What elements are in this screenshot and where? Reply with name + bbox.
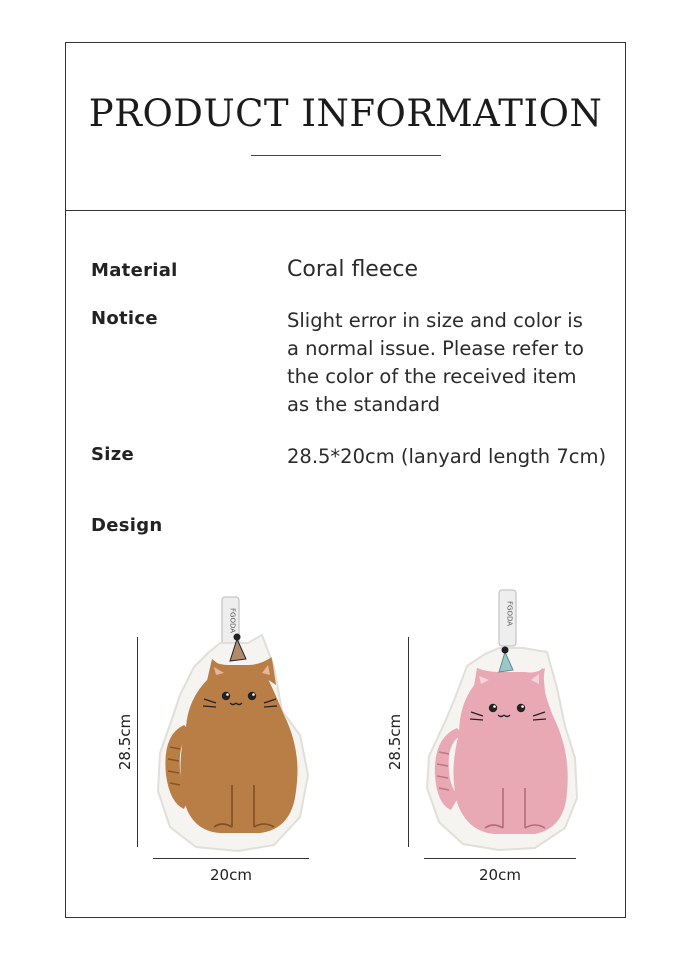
cat-eye-left (489, 704, 497, 712)
cat-towel-brown (150, 595, 320, 855)
notice-label: Notice (91, 308, 158, 329)
width-dimension-label: 20cm (479, 866, 521, 884)
eye-highlight-left (226, 693, 229, 696)
header-divider (65, 210, 626, 211)
notice-line: a normal issue. Please refer to (287, 337, 584, 360)
cat-eye-left (222, 692, 230, 700)
width-dimension-line (424, 858, 576, 859)
notice-line: Slight error in size and color is (287, 309, 583, 332)
notice-line: as the standard (287, 393, 441, 416)
height-dimension-label: 28.5cm (386, 713, 404, 771)
eye-highlight-left (493, 705, 496, 708)
hat-pompom (502, 647, 509, 654)
width-dimension-line (153, 858, 309, 859)
tag-text: FGODA (505, 601, 514, 627)
width-dimension-label: 20cm (210, 866, 252, 884)
design-label: Design (91, 515, 163, 536)
hat-pompom (234, 634, 241, 641)
size-value: 28.5*20cm (lanyard length 7cm) (287, 445, 607, 468)
cat-towel-pink (415, 588, 590, 853)
page-title: PRODUCT INFORMATION (88, 92, 603, 135)
material-value: Coral fleece (287, 257, 419, 282)
notice-value (287, 307, 617, 419)
notice-line: the color of the received item (287, 365, 577, 388)
height-dimension-line (137, 637, 138, 847)
cat-eye-right (248, 692, 256, 700)
eye-highlight-right (252, 693, 255, 696)
size-label: Size (91, 444, 135, 465)
cat-eye-right (517, 704, 525, 712)
tag-text: FGODA (228, 608, 237, 634)
height-dimension-label: 28.5cm (116, 713, 134, 771)
height-dimension-line (408, 637, 409, 847)
eye-highlight-right (521, 705, 524, 708)
title-underline (251, 155, 441, 156)
material-label: Material (91, 260, 178, 281)
